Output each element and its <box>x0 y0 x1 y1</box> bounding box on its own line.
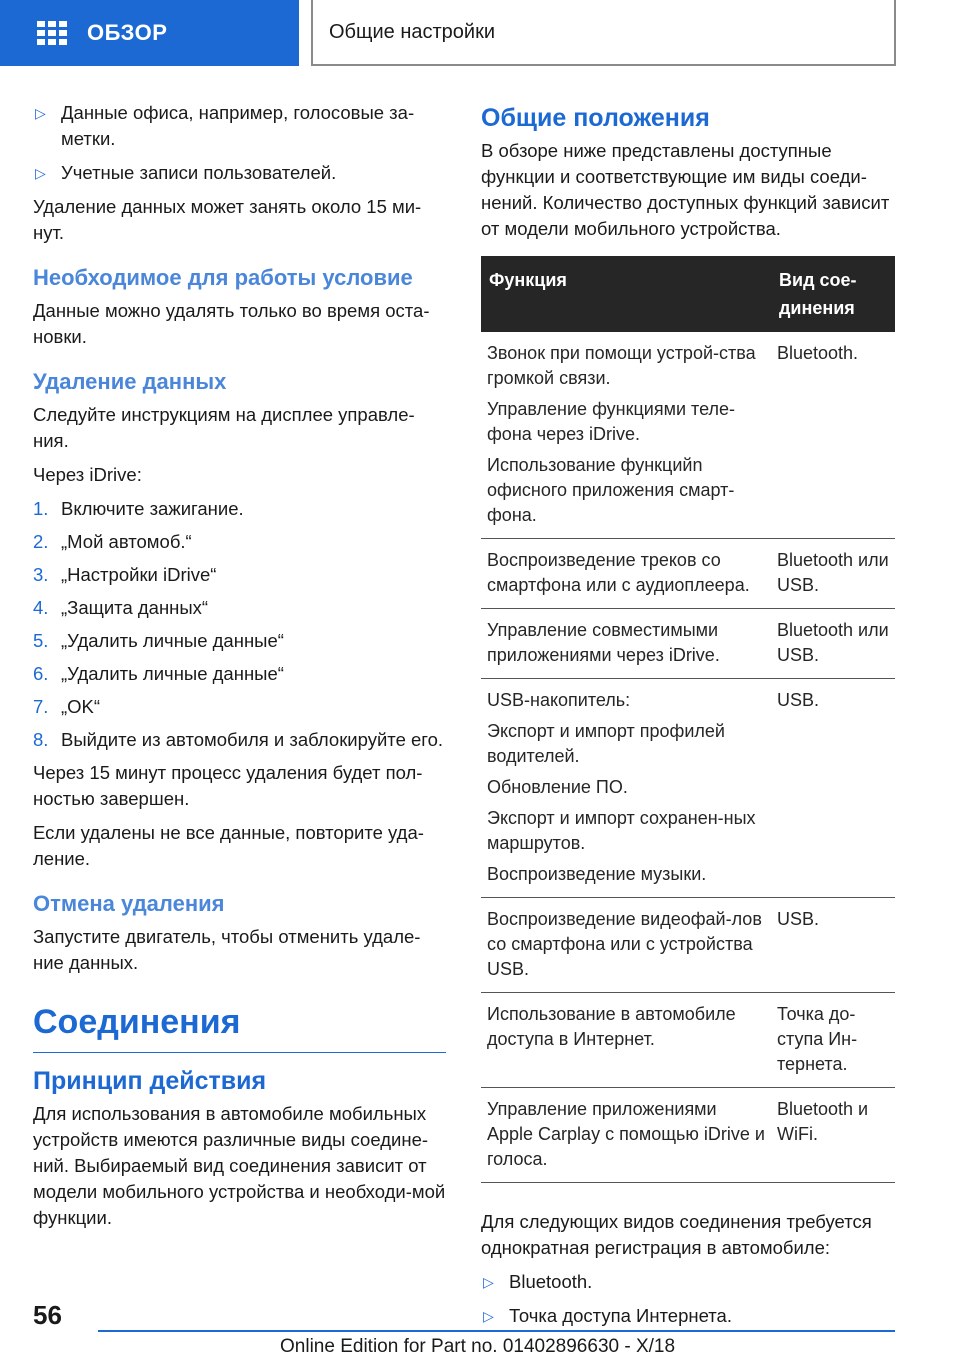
connection-cell: Bluetooth. <box>771 332 895 539</box>
paragraph-duration: Удаление данных может занять около 15 ми-нут. <box>33 196 422 243</box>
connections-table <box>481 256 895 1183</box>
paragraph-principle: Для использования в автомобиле мобильных устройств имеются различные виды соедине-ний. Выбираемый вид соединения зависит от модели мобильного устройства и необходи-мой функции. <box>33 1103 446 1228</box>
function-cell: Управление приложениями Apple Carplay с помощью iDrive и голоса. <box>481 1088 771 1183</box>
connection-cell: Bluetooth или USB. <box>771 609 895 679</box>
table-row <box>481 679 895 898</box>
heading-cancel: Отмена удаления <box>33 891 225 916</box>
paragraph-cancel: Запустите двигатель, чтобы отменить удале-ние данных. <box>33 926 421 973</box>
table-row <box>481 898 895 993</box>
step-item: 3. „Настройки iDrive“ <box>33 564 217 585</box>
step-item: 2. „Мой автомоб.“ <box>33 531 192 552</box>
paragraph-condition: Данные можно удалять только во время оста-новки. <box>33 300 430 347</box>
step-item: 7. „OK“ <box>33 696 101 717</box>
step-item: 4. „Защита данных“ <box>33 597 209 618</box>
function-cell: Использование в автомобиле доступа в Интернет. <box>481 993 771 1088</box>
function-cell: Воспроизведение треков со смартфона или с аудиоплеера. <box>481 539 771 609</box>
connection-cell: USB. <box>771 679 895 898</box>
section-title: Общие настройки <box>311 0 896 66</box>
list-item: ▷ Данные офиса, например, голосовые за-метки. <box>33 100 446 152</box>
overview-tab[interactable] <box>0 0 299 66</box>
step-item: 1. Включите зажигание. <box>33 498 244 519</box>
connection-cell: Bluetooth или USB. <box>771 539 895 609</box>
list-item: ▷ Bluetooth. <box>481 1269 895 1295</box>
connection-cell: Bluetooth и WiFi. <box>771 1088 895 1183</box>
step-item: 6. „Удалить личные данные“ <box>33 663 284 684</box>
triangle-bullet-icon: ▷ <box>483 1308 494 1324</box>
page-number: 56 <box>33 1300 62 1330</box>
paragraph-via-idrive: Через iDrive: <box>33 464 142 485</box>
table-row <box>481 332 895 539</box>
page-header <box>0 0 960 66</box>
triangle-bullet-icon: ▷ <box>35 105 46 121</box>
column-header-function: Функция <box>481 256 771 332</box>
right-column <box>481 100 895 1337</box>
function-cell: Звонок при помощи устрой-ства громкой связи. Управление функциями теле-фона через iDrive. Использование функцийn офисного приложения смарт-фона. <box>481 332 771 539</box>
overview-tab-label: ОБЗОР <box>87 20 168 45</box>
heading-principle: Принцип действия <box>33 1067 267 1095</box>
table-row <box>481 539 895 609</box>
table-row <box>481 993 895 1088</box>
footer-divider <box>98 1330 895 1332</box>
step-item: 8. Выйдите из автомобиля и заблокируйте его. <box>33 729 444 750</box>
step-item: 5. „Удалить личные данные“ <box>33 630 284 651</box>
table-row <box>481 609 895 679</box>
column-header-connection: Вид сое-динения <box>771 256 895 332</box>
grid-icon <box>37 21 67 45</box>
list-item: ▷ Точка доступа Интернета. <box>481 1303 895 1329</box>
heading-condition: Необходимое для работы условие <box>33 265 413 290</box>
function-cell: Воспроизведение видеофай-лов со смартфона или с устройства USB. <box>481 898 771 993</box>
triangle-bullet-icon: ▷ <box>35 165 46 181</box>
function-cell: Управление совместимыми приложениями через iDrive. <box>481 609 771 679</box>
paragraph-general: В обзоре ниже представлены доступные функции и соответствующие им виды соеди-нений. Количество доступных функций зависит от модели мобильного устройства. <box>481 140 890 239</box>
list-item: ▷ Учетные записи пользователей. <box>33 160 446 186</box>
footer-edition: Online Edition for Part no. 01402896630 - X/18 <box>280 1336 676 1357</box>
function-cell: USB-накопитель: Экспорт и импорт профилей водителей. Обновление ПО. Экспорт и импорт сохранен-ных маршрутов. Воспроизведение музыки. <box>481 679 771 898</box>
heading-delete-data: Удаление данных <box>33 369 227 394</box>
connection-cell: USB. <box>771 898 895 993</box>
paragraph-after-15: Через 15 минут процесс удаления будет пол-ностью завершен. <box>33 762 423 809</box>
left-column <box>33 100 446 1239</box>
triangle-bullet-icon: ▷ <box>483 1274 494 1290</box>
heading-general: Общие положения <box>481 104 710 132</box>
paragraph-registration: Для следующих видов соединения требуется однократная регистрация в автомобиле: <box>481 1211 872 1258</box>
heading-connections: Соединения <box>33 1002 446 1053</box>
connection-cell: Точка до-ступа Ин-тернета. <box>771 993 895 1088</box>
table-row <box>481 1088 895 1183</box>
paragraph-follow: Следуйте инструкциям на дисплее управле-ния. <box>33 404 415 451</box>
table-header-row <box>481 256 895 332</box>
paragraph-repeat: Если удалены не все данные, повторите уда-ление. <box>33 822 424 869</box>
